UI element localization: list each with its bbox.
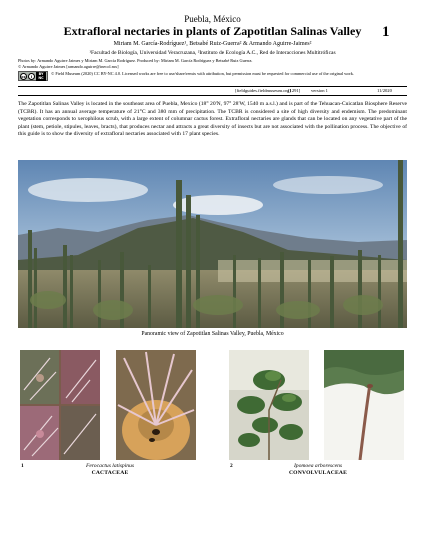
family-name: CONVOLVULACEAE (288, 470, 348, 476)
cc-license-badge (18, 71, 48, 81)
guide-version: version 1 (311, 88, 328, 93)
plate-number: 1 (21, 463, 24, 469)
attribution-icon: i (28, 73, 35, 80)
authors-line: Miriam M. García-Rodríguez¹, Betsabé Ruiz-Guerra² & Armando Aguirre-Jaimes² (113, 41, 312, 47)
affiliations-line: ¹Facultad de Biología, Universidad Veracruzana, ²Instituto de Ecología A.C., Red de Interacciones Multitróficas (89, 50, 336, 56)
family-name: CACTACEAE (91, 470, 129, 476)
ipomoea-petiole-photo (324, 350, 404, 460)
ferocactus-collage-photo (20, 350, 100, 460)
divider-top (18, 86, 407, 87)
ipomoea-leaves-photo (229, 350, 309, 460)
license-text: © Field Museum (2020) CC BY-NC 4.0. Licensed works are free to use/share/remix with attribution, but permission must be requested for commercial use of the original work. (51, 71, 355, 76)
photo-credits: Photos by: Armando Aguirre Jaimes y Miriam M. García Rodríguez. Produced by: Miriam M. García Rodríguez y Betsabé Ruiz Guerra. (18, 58, 253, 63)
cc-icon: cc (21, 73, 26, 79)
species-name: Ferocactus latispinus (85, 463, 135, 469)
panorama-caption: Panoramic view of Zapotitlan Salinas Valley, Puebla, México (141, 331, 284, 337)
panorama-photo (18, 160, 407, 328)
intro-paragraph: The Zapotitlan Salinas Valley is located in the southeast area of Puebla, Mexico (18° 20'N, 97° 28'W, 1540 m a.s.l.) and is part of the Tehuacan-Cuicatlan Biosphere Reserve (TCBR). It has an annual average temperature of 21°C and 380 mm of precipitation. The TCBR is considered a site of high diversity and endemism. The predominant vegetation corresponds to xerophilous scrub, with a large extent of columnar cactus forest. Extrafloral nectaries are glands that can be located on any vegetative part of the plant (stem, petiole, stipules, leaves, bracts), that produces nectar and attracts a great diversity of insects but are not associated with the pollination process. The objective of this guide is to show the diversity of extrafloral nectaries associated with 17 plant species. (18, 101, 407, 137)
region-label: Puebla, México (184, 14, 241, 24)
plate-number: 2 (230, 463, 233, 469)
guide-number: 1 (382, 24, 390, 40)
divider-bottom (18, 95, 407, 96)
copyright-line: © Armando Aguirre Jaimes [armando.aguirre@inecol.mx] (18, 63, 119, 69)
guide-url[interactable]: [fieldguides.fieldmuseum.org] (235, 88, 291, 93)
guide-date: 11/2020 (377, 88, 392, 93)
ferocactus-nectary-photo (116, 350, 196, 460)
cc-badge-text: BY NC (36, 72, 46, 81)
page-title: Extrafloral nectaries in plants of Zapotitlan Salinas Valley (63, 24, 362, 38)
species-name: Ipomoea arborescens (293, 463, 343, 469)
guide-id: [1291] (288, 88, 301, 93)
